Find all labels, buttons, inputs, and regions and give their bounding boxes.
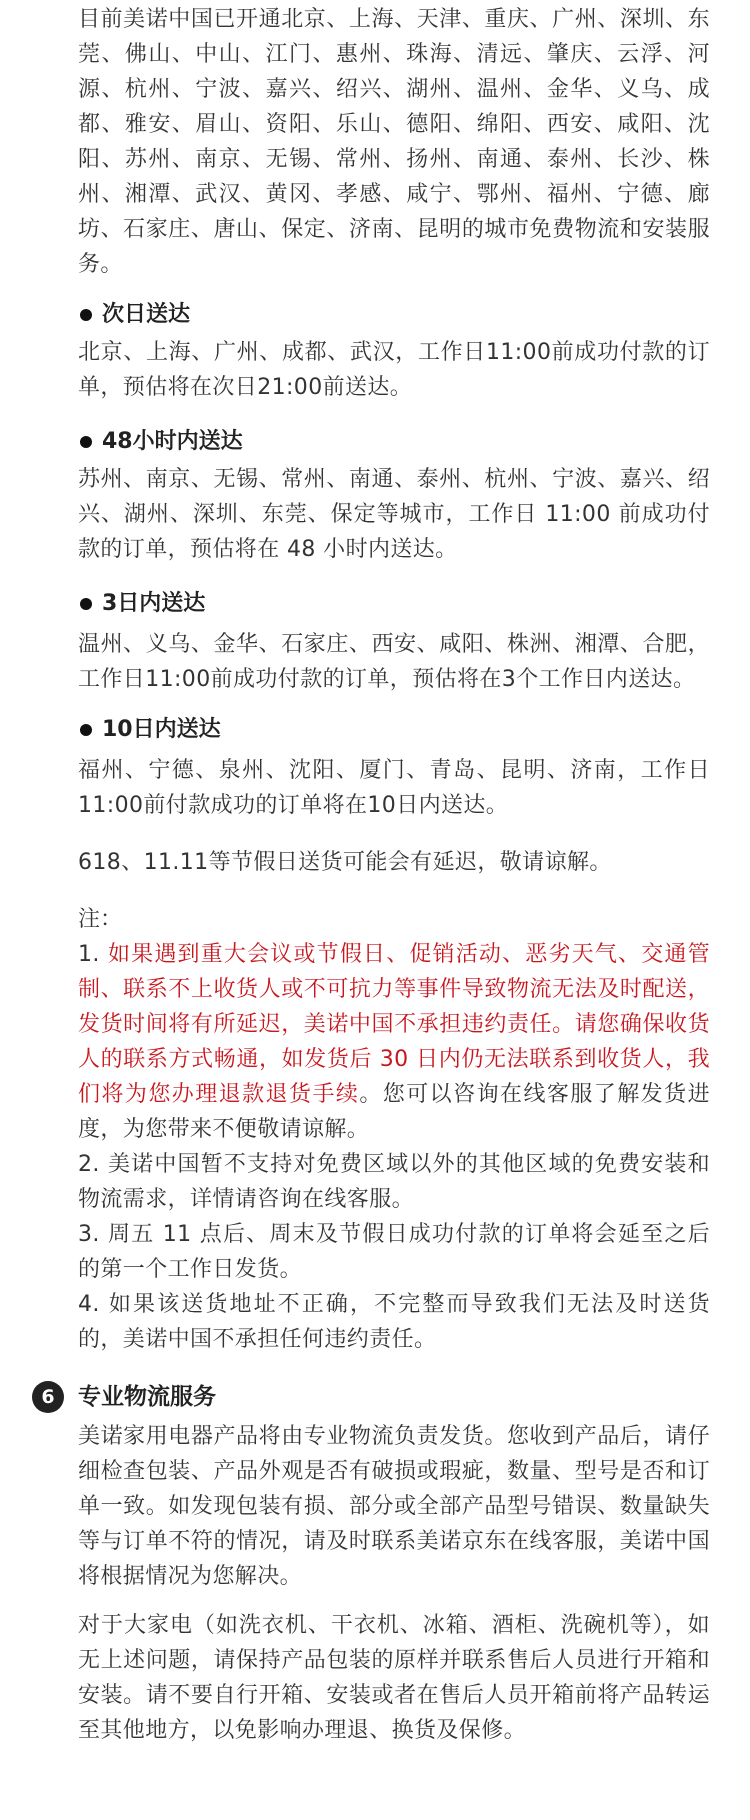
delivery-heading — [78, 300, 710, 330]
delivery-heading — [78, 589, 710, 619]
holiday-notice: 618、11.11等节假日送货可能会有延迟，敬请谅解。 — [78, 850, 612, 875]
delivery-title: 48小时内送达 — [102, 429, 243, 454]
delivery-title: 10日内送达 — [102, 717, 221, 742]
delivery-heading — [78, 427, 710, 457]
delivery-3-days — [78, 589, 710, 697]
section-number-badge: 6 — [32, 1381, 64, 1413]
delivery-next-day — [78, 300, 710, 405]
delivery-text: 苏州、南京、无锡、常州、南通、泰州、杭州、宁波、嘉兴、绍兴、湖州、深圳、东莞、保定等城市，工作日 11:00 前成功付款的订单，预估将在 48 小时内送达。 — [78, 467, 710, 562]
note-item-4: 4. 如果该送货地址不正确，不完整而导致我们无法及时送货的，美诺中国不承担任何违约责任。 — [78, 1292, 710, 1352]
intro-paragraph: 目前美诺中国已开通北京、上海、天津、重庆、广州、深圳、东莞、佛山、中山、江门、惠州、珠海、清远、肇庆、云浮、河源、杭州、宁波、嘉兴、绍兴、湖州、温州、金华、义乌、成都、雅安、眉山、资阳、乐山、德阳、绵阳、西安、咸阳、沈阳、苏州、南京、无锡、常州、扬州、南通、泰州、长沙、株州、湘潭、武汉、黄冈、孝感、咸宁、鄂州、福州、宁德、廊坊、石家庄、唐山、保定、济南、昆明的城市免费物流和安装服务。 — [78, 7, 710, 277]
delivery-10-days — [78, 715, 710, 823]
delivery-heading — [78, 715, 710, 745]
note-item-1-highlight: 如果遇到重大会议或节假日、促销活动、恶劣天气、交通管制、联系不上收货人或不可抗力等事件导致物流无法及时配送，发货时间将有所延迟，美诺中国不承担违约责任。请您确保收货人的联系方式畅通，如发货后 30 日内仍无法联系到收货人，我们将为您办理退款退货手续 — [78, 942, 710, 1107]
note-item-3: 3. 周五 11 点后、周末及节假日成功付款的订单将会延至之后的第一个工作日发货。 — [78, 1222, 710, 1282]
section-6 — [41, 1381, 710, 1748]
delivery-title: 3日内送达 — [102, 591, 206, 616]
delivery-text: 福州、宁德、泉州、沈阳、厦门、青岛、昆明、济南，工作日11:00前付款成功的订单将在10日内送达。 — [78, 758, 710, 818]
section-paragraph-2: 对于大家电（如洗衣机、干衣机、冰箱、酒柜、洗碗机等），如无上述问题，请保持产品包装的原样并联系售后人员进行开箱和安装。请不要自行开箱、安装或者在售后人员开箱前将产品转运至其他地方，以免影响办理退、换货及保修。 — [78, 1613, 710, 1743]
section-paragraph-1: 美诺家用电器产品将由专业物流负责发货。您收到产品后，请仔细检查包装、产品外观是否有破损或瑕疵，数量、型号是否和订单一致。如发现包装有损、部分或全部产品型号错误、数量缺失等与订单不符的情况，请及时联系美诺京东在线客服，美诺中国将根据情况为您解决。 — [78, 1424, 710, 1589]
bullet-icon — [80, 724, 92, 736]
delivery-title: 次日送达 — [102, 302, 191, 327]
note-item-1-number: 1. — [78, 942, 108, 967]
note-item-2: 2. 美诺中国暂不支持对免费区域以外的其他区域的免费安装和物流需求，详情请咨询在线客服。 — [78, 1152, 710, 1212]
bullet-icon — [80, 309, 92, 321]
note-item-1-rest: 。您可以咨询在线客服了解发货进度，为您带来不便敬请谅解。 — [78, 1082, 710, 1142]
section-title-text: 专业物流服务 — [78, 1384, 216, 1410]
section-title — [41, 1381, 710, 1413]
delivery-48h — [78, 427, 710, 567]
bullet-icon — [80, 598, 92, 610]
delivery-text: 北京、上海、广州、成都、武汉，工作日11:00前成功付款的订单，预估将在次日21:00前送达。 — [78, 340, 710, 400]
delivery-text: 温州、义乌、金华、石家庄、西安、咸阳、株洲、湘潭、合肥，工作日11:00前成功付款的订单，预估将在3个工作日内送达。 — [78, 632, 710, 692]
bullet-icon — [80, 436, 92, 448]
note-item-1 — [78, 937, 710, 1147]
notes-section — [78, 902, 710, 1357]
notes-label: 注： — [78, 907, 123, 932]
